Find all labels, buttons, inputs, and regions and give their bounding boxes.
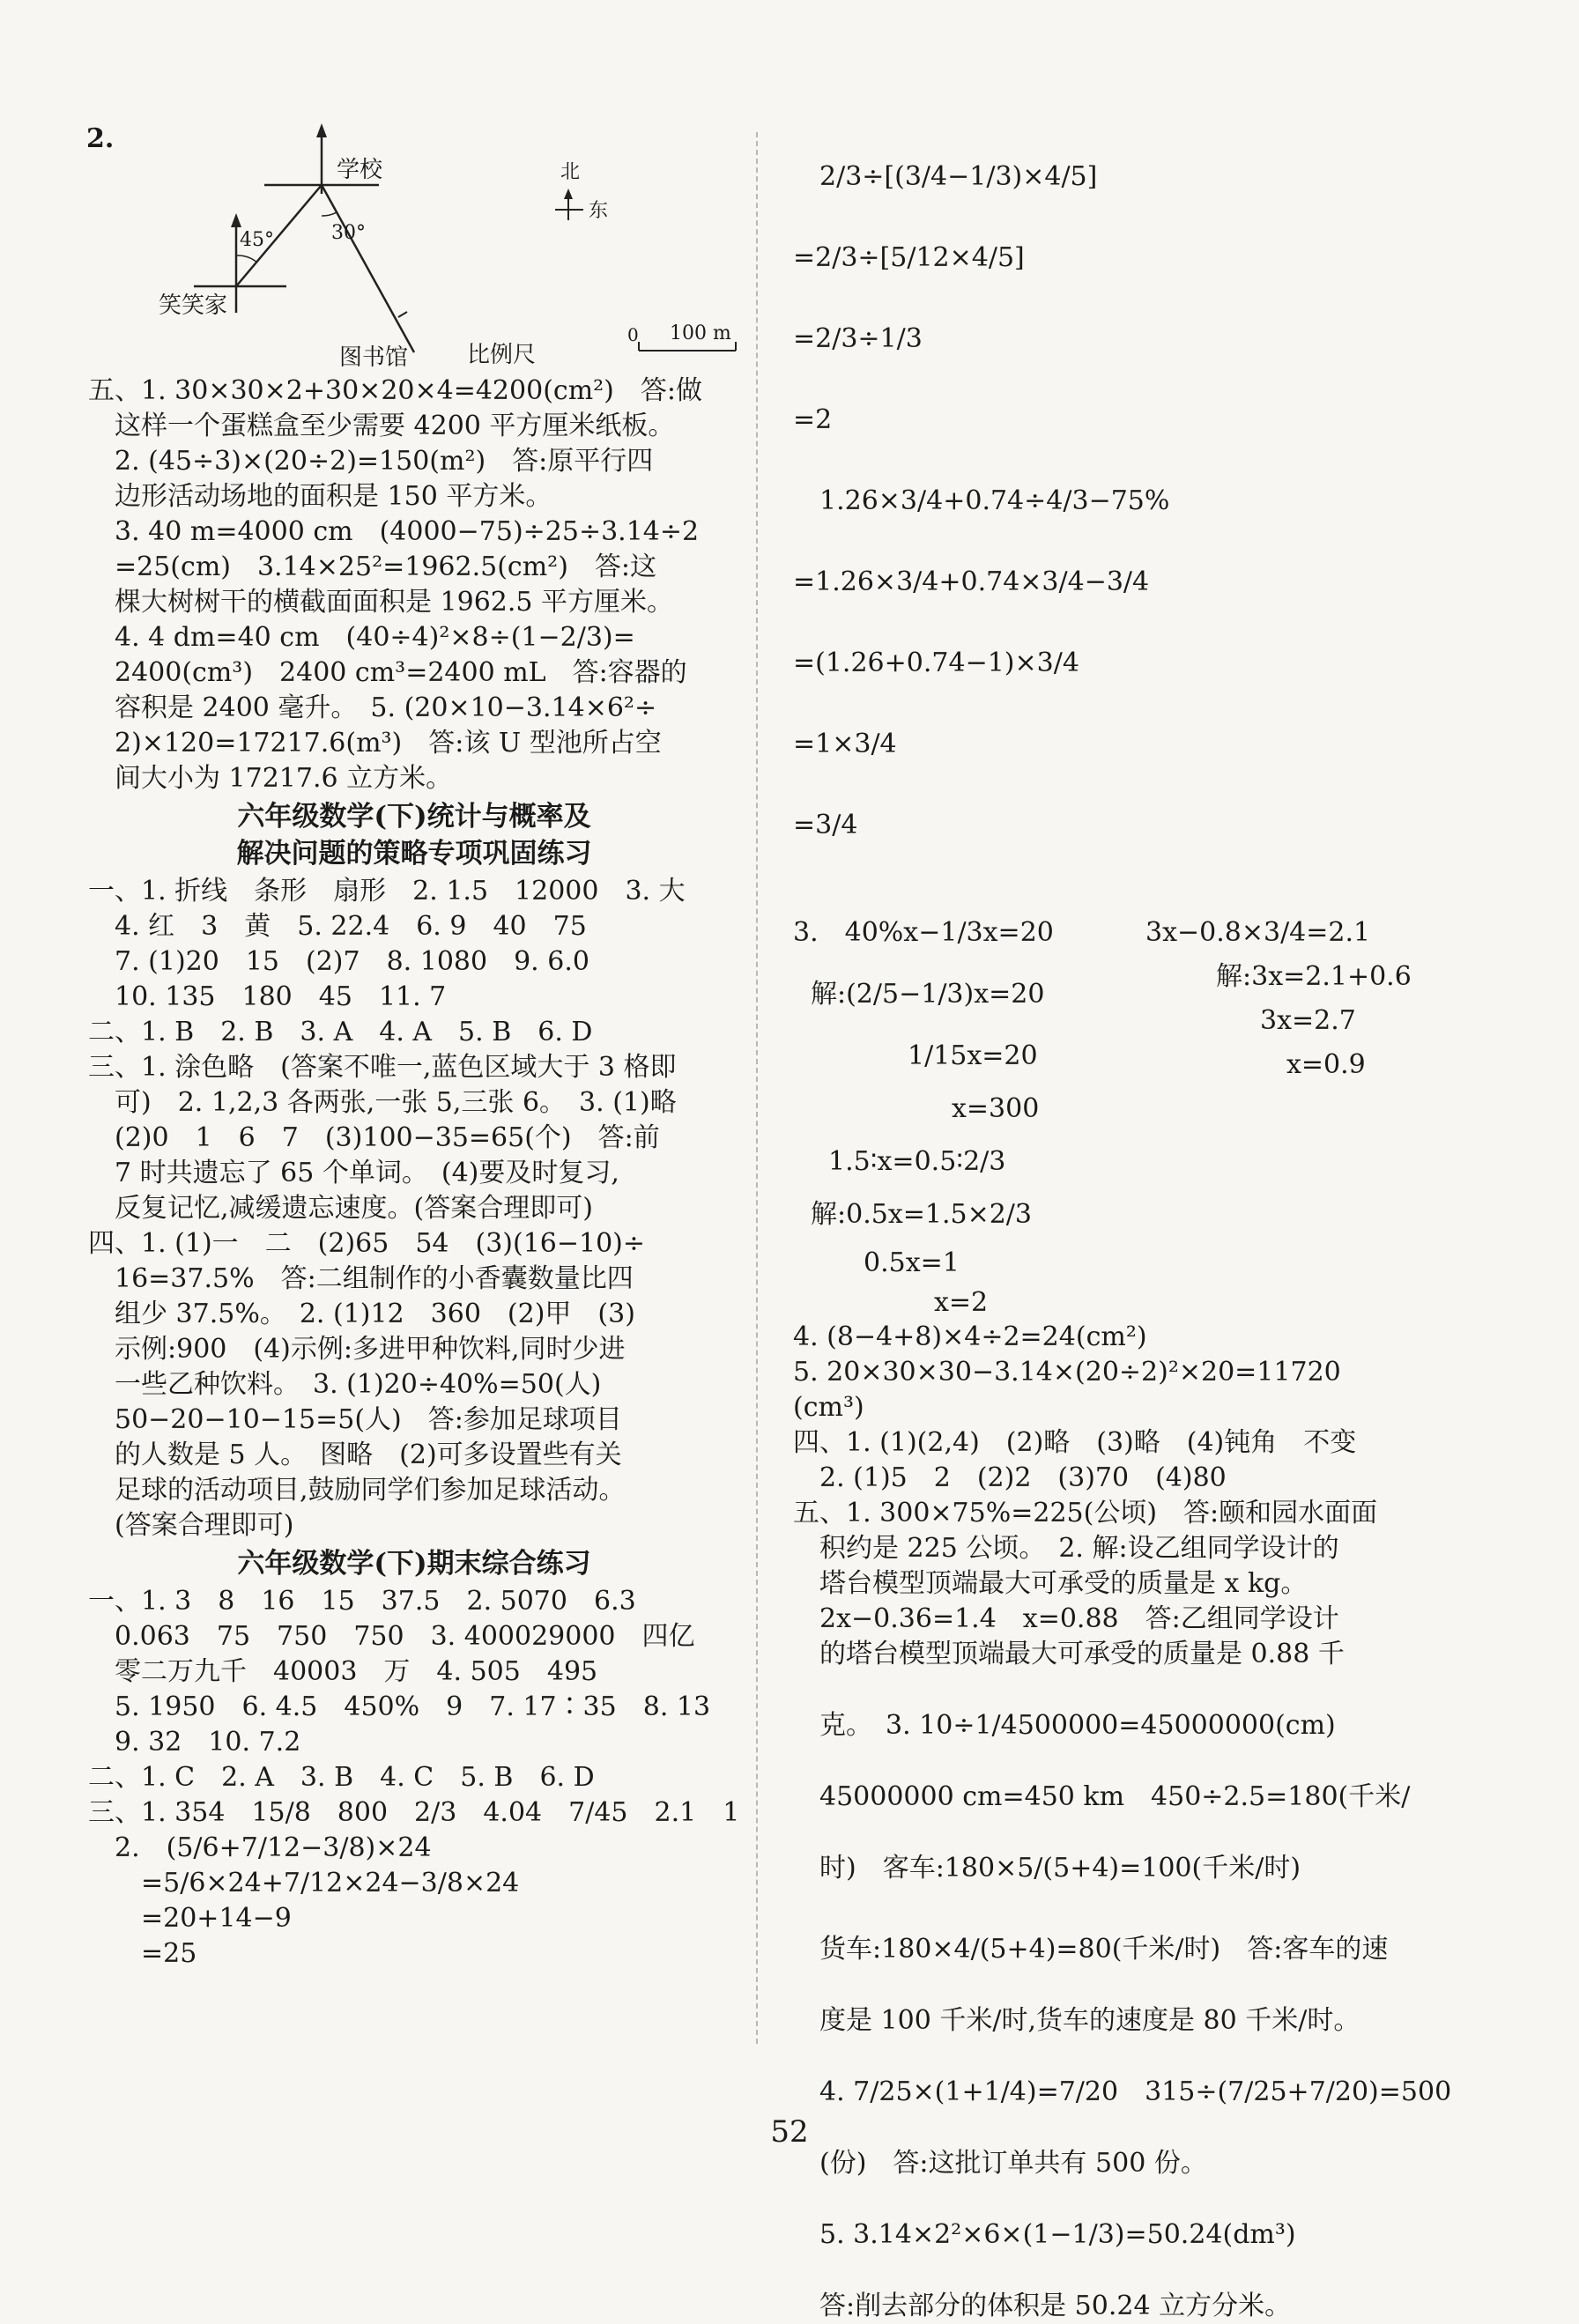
- section-5-answers: [88, 374, 740, 796]
- math-line: 货车:180×4/(5+4)=80(千米/时) 答:客车的速: [819, 1934, 1389, 1965]
- math-line: x=0.9: [1286, 1049, 1366, 1080]
- scale-zero: 0: [627, 324, 639, 345]
- heading-line: 解决问题的策略专项巩固练习: [236, 838, 592, 870]
- math-line: 解:(2/5−1/3)x=20: [811, 979, 1045, 1010]
- math-line: 1/15x=20: [908, 1040, 1038, 1071]
- home-label: 笑笑家: [159, 292, 228, 319]
- text-line: 4. 红 3 黄 5. 22.4 6. 9 40 75: [115, 911, 587, 942]
- math-line: 3x−0.8×3/4=2.1: [1145, 917, 1371, 948]
- text-line: 答:削去部分的体积是 50.24 立方分米。: [819, 2291, 1292, 2321]
- text-line: 5. 1950 6. 4.5 450% 9 7. 17∶35 8. 13: [115, 1691, 711, 1722]
- section-heading-stats: [88, 798, 740, 872]
- scale-value: 100 m: [670, 322, 731, 344]
- text-line: 一、1. 折线 条形 扇形 2. 1.5 12000 3. 大: [88, 876, 686, 907]
- text-line: 反复记忆,减缓遗忘速度。(答案合理即可): [115, 1193, 593, 1224]
- math-line: 1.26×3/4+0.74÷4/3−75%: [819, 485, 1170, 516]
- math-line: =(1.26+0.74−1)×3/4: [793, 648, 1079, 678]
- right-column: [793, 123, 1452, 2324]
- column-divider: [756, 132, 758, 2044]
- text-line: 五、1. 30×30×2+30×20×4=4200(cm²) 答:做: [88, 375, 702, 406]
- text-line: 2. (5/6+7/12−3/8)×24: [115, 1832, 432, 1863]
- math-line: 4. 7/25×(1+1/4)=7/20 315÷(7/25+7/20)=500: [819, 2076, 1452, 2107]
- text-line: 50−20−10−15=5(人) 答:参加足球项目: [115, 1404, 622, 1435]
- math-line: 3x=2.7: [1260, 1005, 1356, 1036]
- text-line: 0.063 75 750 750 3. 400029000 四亿: [115, 1621, 695, 1652]
- text-line: 二、1. C 2. A 3. B 4. C 5. B 6. D: [88, 1762, 595, 1793]
- library-label: 图书馆: [339, 344, 409, 371]
- math-line: 时) 客车:180×5/(5+4)=100(千米/时): [819, 1853, 1301, 1884]
- text-line: 4. (8−4+8)×4÷2=24(cm²): [793, 1321, 1147, 1352]
- north-label: 北: [560, 161, 581, 183]
- text-line: 三、1. 354 15/8 800 2/3 4.04 7/45 2.1 1: [88, 1797, 740, 1828]
- text-line: 四、1. (1)(2,4) (2)略 (3)略 (4)钝角 不变: [793, 1427, 1357, 1458]
- angle-30-label: 30°: [331, 222, 366, 244]
- text-line: 边形活动场地的面积是 150 平方米。: [115, 481, 552, 512]
- page-number: 52: [770, 2114, 809, 2150]
- text-line: 可) 2. 1,2,3 各两张,一张 5,三张 6。 3. (1)略: [115, 1087, 677, 1118]
- math-line: 3. 40%x−1/3x=20: [793, 917, 1054, 948]
- text-line: 的塔台模型顶端最大可承受的质量是 0.88 千: [819, 1639, 1345, 1669]
- stats-answers: [88, 874, 740, 1543]
- text-line: 7 时共遗忘了 65 个单词。 (4)要及时复习,: [115, 1158, 619, 1188]
- text-line: (cm³): [793, 1392, 864, 1423]
- text-line: 五、1. 300×75%=225(公顷) 答:颐和园水面面: [793, 1498, 1378, 1528]
- math-line: 0.5x=1: [864, 1247, 960, 1278]
- direction-diagram-lines: [88, 115, 740, 370]
- text-line: 5. 20×30×30−3.14×(20÷2)²×20=11720: [793, 1357, 1341, 1388]
- text-line: 2. (45÷3)×(20÷2)=150(m²) 答:原平行四: [115, 446, 654, 477]
- text-line: (份) 答:这批订单共有 500 份。: [819, 2148, 1207, 2179]
- math-line: 克。 3. 10÷1/4500000=45000000(cm): [819, 1710, 1336, 1741]
- text-line: 10. 135 180 45 11. 7: [115, 981, 447, 1012]
- math-line: =2/3÷[5/12×4/5]: [793, 242, 1025, 273]
- text-line: 棵大树树干的横截面面积是 1962.5 平方厘米。: [115, 587, 674, 618]
- text-line: 一、1. 3 8 16 15 37.5 2. 5070 6.3: [88, 1586, 636, 1617]
- equation-block: [793, 879, 1427, 1318]
- text-line: =5/6×24+7/12×24−3/8×24: [141, 1868, 520, 1898]
- text-line: 45000000 cm=450 km 450÷2.5=180(千米/: [819, 1781, 1411, 1812]
- text-line: 三、1. 涂色略 (答案不唯一,蓝色区域大于 3 格即: [88, 1052, 677, 1083]
- text-line: 2400(cm³) 2400 cm³=2400 mL 答:容器的: [115, 657, 687, 688]
- heading-line: 六年级数学(下)统计与概率及: [237, 801, 591, 833]
- text-line: 度是 100 千米/时,货车的速度是 80 千米/时。: [819, 2005, 1360, 2036]
- final-answers: [88, 1584, 740, 1972]
- text-line: =25(cm) 3.14×25²=1962.5(cm²) 答:这: [115, 551, 656, 582]
- diagram-number: 2.: [86, 123, 115, 154]
- text-line: 16=37.5% 答:二组制作的小香囊数量比四: [115, 1263, 634, 1294]
- text-line: (答案合理即可): [115, 1510, 294, 1541]
- math-line: 5. 3.14×2²×6×(1−1/3)=50.24(dm³): [819, 2219, 1296, 2250]
- angle-45-label: 45°: [240, 229, 274, 251]
- text-line: 2x−0.36=1.4 x=0.88 答:乙组同学设计: [819, 1603, 1339, 1634]
- math-line: 1.5∶x=0.5∶2/3: [828, 1146, 1006, 1177]
- math-line: x=300: [952, 1093, 1040, 1124]
- math-line: 2/3÷[(3/4−1/3)×4/5]: [819, 161, 1098, 192]
- scale-label: 比例尺: [467, 342, 537, 368]
- east-label: 东: [589, 200, 609, 222]
- school-label: 学校: [337, 157, 383, 183]
- text-line: 组少 37.5%。 2. (1)12 360 (2)甲 (3): [115, 1299, 635, 1329]
- text-line: 2)×120=17217.6(m³) 答:该 U 型池所占空: [115, 728, 662, 759]
- math-line: =3/4: [793, 810, 858, 840]
- text-line: 一些乙种饮料。 3. (1)20÷40%=50(人): [115, 1369, 602, 1400]
- text-line: 3. 40 m=4000 cm (4000−75)÷25÷3.14÷2: [115, 516, 700, 547]
- text-line: 间大小为 17217.6 立方米。: [115, 763, 453, 794]
- text-line: =25: [141, 1938, 197, 1969]
- math-line: =2/3÷1/3: [793, 323, 923, 354]
- math-line: =1×3/4: [793, 729, 897, 759]
- text-line: 二、1. B 2. B 3. A 4. A 5. B 6. D: [88, 1017, 593, 1047]
- text-line: 塔台模型顶端最大可承受的质量是 x kg。: [819, 1568, 1308, 1599]
- left-column: [88, 115, 740, 1972]
- text-line: 2. (1)5 2 (2)2 (3)70 (4)80: [819, 1462, 1227, 1493]
- text-line: 积约是 225 公顷。 2. 解:设乙组同学设计的: [819, 1533, 1339, 1564]
- direction-diagram: [88, 115, 740, 370]
- text-line: 9. 32 10. 7.2: [115, 1727, 301, 1758]
- calc-block: [793, 150, 1427, 853]
- text-line: 这样一个蛋糕盒至少需要 4200 平方厘米纸板。: [115, 411, 675, 441]
- text-line: 示例:900 (4)示例:多进甲种饮料,同时少进: [115, 1334, 626, 1365]
- math-line: =2: [793, 404, 833, 435]
- text-line: 的人数是 5 人。 图略 (2)可多设置些有关: [115, 1440, 622, 1470]
- text-line: (2)0 1 6 7 (3)100−35=65(个) 答:前: [115, 1122, 660, 1153]
- text-line: 足球的活动项目,鼓励同学们参加足球活动。: [115, 1475, 626, 1506]
- section-heading-final: 六年级数学(下)期末综合练习: [237, 1548, 591, 1580]
- text-line: =20+14−9: [141, 1903, 292, 1934]
- math-line: 解:0.5x=1.5×2/3: [811, 1199, 1033, 1230]
- text-line: 4. 4 dm=40 cm (40÷4)²×8÷(1−2/3)=: [115, 622, 635, 653]
- text-line: 四、1. (1)一 二 (2)65 54 (3)(16−10)÷: [88, 1228, 646, 1259]
- math-line: x=2: [934, 1287, 989, 1318]
- math-line: 解:3x=2.1+0.6: [1216, 961, 1412, 992]
- math-line: =1.26×3/4+0.74×3/4−3/4: [793, 566, 1150, 597]
- text-line: 容积是 2400 毫升。 5. (20×10−3.14×6²÷: [115, 692, 657, 723]
- right-answers: [793, 1320, 1452, 2324]
- text-line: 7. (1)20 15 (2)7 8. 1080 9. 6.0: [115, 946, 589, 977]
- text-line: 零二万九千 40003 万 4. 505 495: [115, 1656, 598, 1687]
